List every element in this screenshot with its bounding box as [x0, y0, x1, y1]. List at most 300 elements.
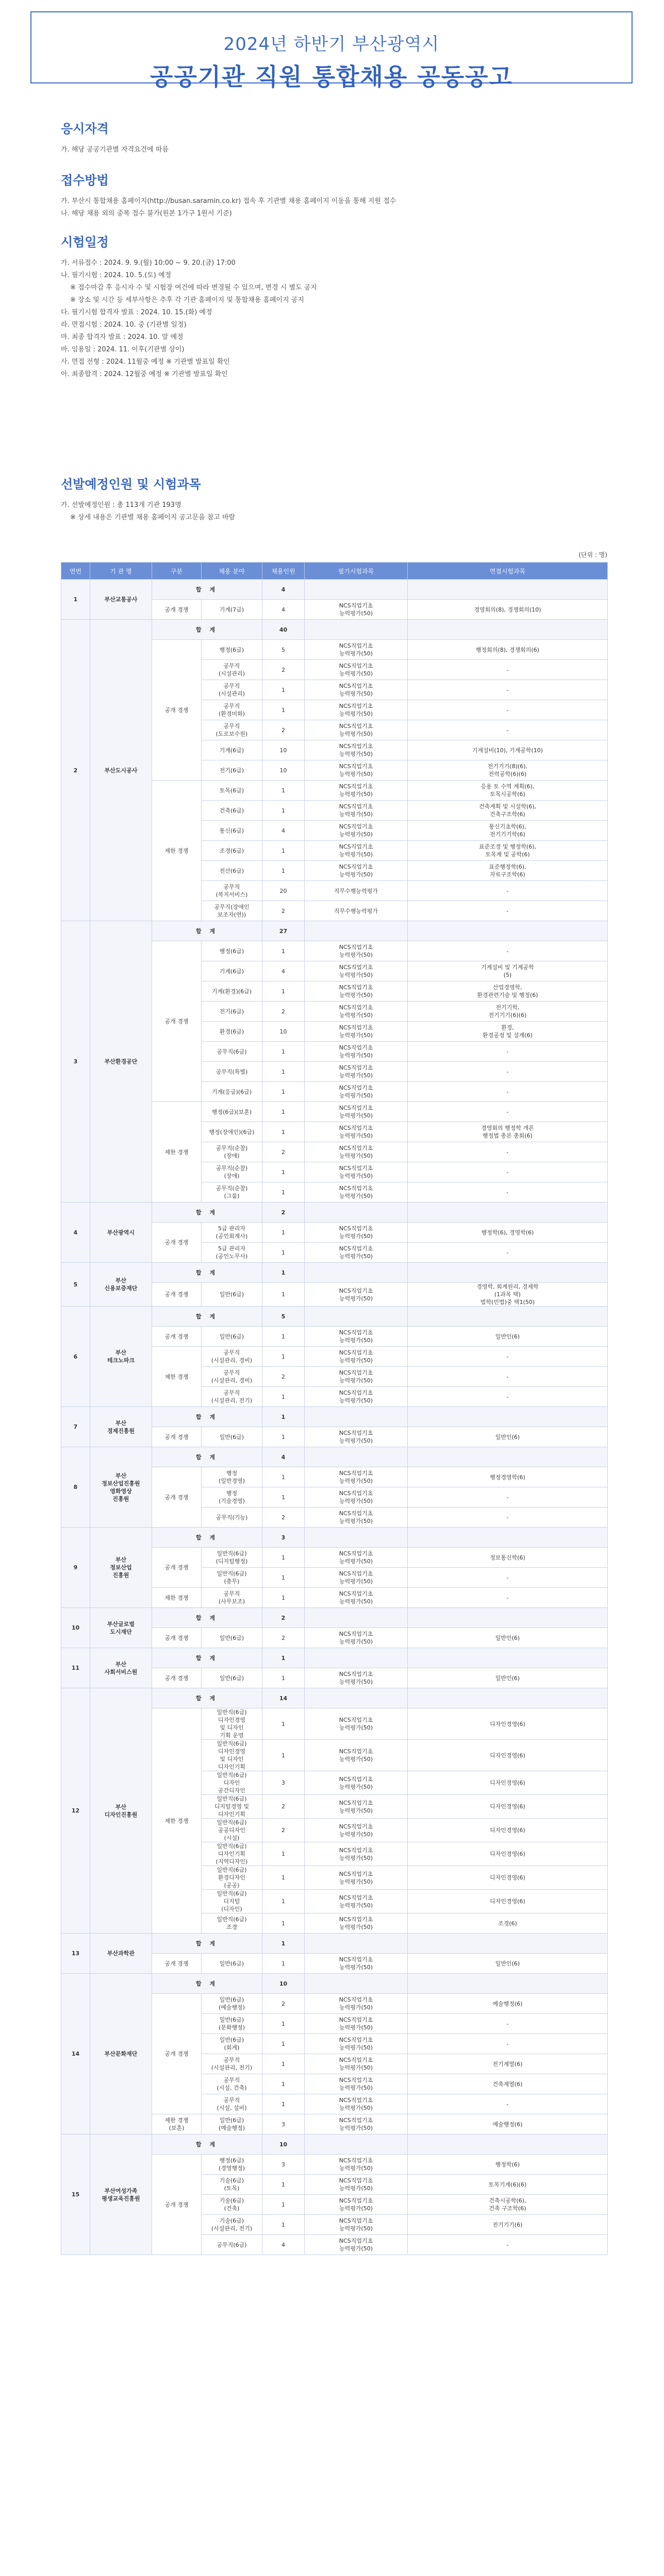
- recruit-field: 공무직(장애인 보조자(연)): [202, 901, 262, 921]
- section-item: 가. 선발예정인원 : 총 113개 기관 193명: [61, 501, 181, 509]
- org-number: 2: [61, 620, 90, 921]
- written-subjects: NCS직업기초 능력평가(50): [305, 1740, 408, 1771]
- written-subjects: NCS직업기초 능력평가(50): [305, 961, 408, 981]
- written-subjects: NCS직업기초 능력평가(50): [305, 1042, 408, 1062]
- recruit-field: 공무직 (시설관리, 경비): [202, 1367, 262, 1387]
- table-sum-row: [61, 1307, 608, 1327]
- sum-count: 27: [262, 921, 305, 941]
- recruit-field: 공무직 (시설관리): [202, 680, 262, 700]
- written-subjects: NCS직업기초 능력평가(50): [305, 2034, 408, 2054]
- recruit-count: 1: [262, 1062, 305, 1082]
- written-subjects: NCS직업기초 능력평가(50): [305, 1866, 408, 1890]
- banner-subtitle: 2024년 하반기 부산광역시: [223, 34, 440, 55]
- recruit-field: 일반직(6급) 디지털 (디자인): [202, 1890, 262, 1913]
- written-subjects: NCS직업기초 능력평가(50): [305, 801, 408, 821]
- written-subjects: NCS직업기초 능력평가(50): [305, 2235, 408, 2255]
- recruit-count: 1: [262, 1182, 305, 1202]
- written-subjects: NCS직업기초 능력평가(50): [305, 1568, 408, 1588]
- recruit-field: 일반직(6급) 디지털경영 및 디자인기획: [202, 1795, 262, 1819]
- recruit-count: 1: [262, 841, 305, 861]
- interview-subjects: -: [408, 1142, 608, 1162]
- sum-count: 14: [262, 1688, 305, 1708]
- sum-empty: [408, 921, 608, 941]
- sum-label: 합 계: [152, 1528, 262, 1548]
- recruit-field: 기술(6급) (시설관리, 전기): [202, 2215, 262, 2235]
- written-subjects: NCS직업기초 능력평가(50): [305, 861, 408, 881]
- recruit-count: 1: [262, 2195, 305, 2215]
- interview-subjects: 표준조경 및 행정학(6), 토목계 및 공학(6): [408, 841, 608, 861]
- interview-subjects: -: [408, 700, 608, 720]
- recruit-field: 공무직 (시설관리, 전기): [202, 2054, 262, 2074]
- recruit-field: 일반(6급) (회계): [202, 2034, 262, 2054]
- sum-label: 합 계: [152, 1307, 262, 1327]
- recruit-count: 20: [262, 881, 305, 901]
- written-subjects: NCS직업기초 능력평가(50): [305, 1668, 408, 1688]
- org-name: 부산과학관: [90, 1934, 152, 1974]
- interview-subjects: 디자인경영(6): [408, 1866, 608, 1890]
- recruitment-table-wrap: [61, 550, 607, 2255]
- recruit-field: 공무직 (사무보조): [202, 1588, 262, 1608]
- recruit-field: 건축(6급): [202, 801, 262, 821]
- written-subjects: NCS직업기초 능력평가(50): [305, 1842, 408, 1866]
- table-header-row: [61, 563, 608, 580]
- recruit-count: 1: [262, 1122, 305, 1142]
- table-sum-row: [61, 1648, 608, 1668]
- recruit-field: 일반직(6급) (디지털행정): [202, 1548, 262, 1568]
- table-unit: (단위 : 명): [578, 551, 607, 558]
- recruit-count: 1: [262, 1327, 305, 1347]
- written-subjects: 직무수행능력평가: [305, 881, 408, 901]
- interview-subjects: -: [408, 1507, 608, 1528]
- sum-label: 합 계: [152, 1608, 262, 1628]
- written-subjects: NCS직업기초 능력평가(50): [305, 1487, 408, 1507]
- written-subjects: 직무수행능력평가: [305, 901, 408, 921]
- interview-subjects: 경영회의(8), 경쟁회의(10): [408, 600, 608, 620]
- section-title: 응시자격: [61, 122, 109, 136]
- recruit-field: 일반(6급) (문화행정): [202, 2014, 262, 2034]
- recruit-field: 공무직 (환경미화): [202, 700, 262, 720]
- sum-label: 합 계: [152, 921, 262, 941]
- written-subjects: NCS직업기초 능력평가(50): [305, 1387, 408, 1407]
- recruit-type: 공개 경쟁: [152, 1548, 202, 1588]
- sum-empty: [408, 620, 608, 640]
- recruit-field: 기계(7급): [202, 600, 262, 620]
- section-item: 가. 해당 공공기관별 자격요건에 따름: [61, 146, 169, 154]
- written-subjects: NCS직업기초 능력평가(50): [305, 1062, 408, 1082]
- written-subjects: NCS직업기초 능력평가(50): [305, 2195, 408, 2215]
- written-subjects: NCS직업기초 능력평가(50): [305, 2155, 408, 2175]
- sum-empty: [305, 1263, 408, 1283]
- recruit-field: 공무직(순찰) (그룹): [202, 1182, 262, 1202]
- table-sum-row: [61, 921, 608, 941]
- recruit-field: 전기(6급): [202, 760, 262, 781]
- org-number: 8: [61, 1447, 90, 1528]
- section-title: 선발예정인원 및 시험과목: [61, 477, 201, 492]
- recruit-field: 일반(6급): [202, 1668, 262, 1688]
- sum-empty: [305, 1648, 408, 1668]
- section-item: 가. 부산시 통합채용 홈페이지(http://busan.saramin.co.kr) 접속 후 기관별 채용 홈페이지 이동을 통해 지원 접수: [61, 197, 396, 205]
- recruit-count: 1: [262, 1568, 305, 1588]
- recruit-field: 토목(6급): [202, 781, 262, 801]
- interview-subjects: 일반인(6): [408, 1628, 608, 1648]
- recruit-count: 3: [262, 1771, 305, 1795]
- recruit-count: 1: [262, 1548, 305, 1568]
- written-subjects: NCS직업기초 능력평가(50): [305, 1890, 408, 1913]
- recruit-field: 일반직(6급) 환경디자인 (공공): [202, 1866, 262, 1890]
- recruit-type: 공개 경쟁: [152, 1994, 202, 2114]
- sum-empty: [305, 1528, 408, 1548]
- sum-empty: [408, 1608, 608, 1628]
- recruit-type: 제한 경쟁: [152, 1347, 202, 1407]
- recruit-field: 공무직(순찰) (장애): [202, 1142, 262, 1162]
- recruit-count: 1: [262, 2054, 305, 2074]
- written-subjects: NCS직업기초 능력평가(50): [305, 821, 408, 841]
- written-subjects: NCS직업기초 능력평가(50): [305, 1913, 408, 1934]
- interview-subjects: -: [408, 680, 608, 700]
- recruit-field: 일반(6급): [202, 1427, 262, 1447]
- recruit-count: 4: [262, 961, 305, 981]
- interview-subjects: -: [408, 1487, 608, 1507]
- sum-count: 1: [262, 1934, 305, 1954]
- recruit-field: 일반직(6급) 디자인기획 (지역디자인): [202, 1842, 262, 1866]
- written-subjects: NCS직업기초 능력평가(50): [305, 600, 408, 620]
- sum-empty: [305, 1974, 408, 1994]
- table-sum-row: [61, 1447, 608, 1467]
- org-number: 9: [61, 1528, 90, 1608]
- sum-empty: [408, 1688, 608, 1708]
- written-subjects: NCS직업기초 능력평가(50): [305, 1954, 408, 1974]
- interview-subjects: -: [408, 1082, 608, 1102]
- recruit-field: 공무직 (시설관리, 경비): [202, 1347, 262, 1367]
- interview-subjects: 디자인경영(6): [408, 1890, 608, 1913]
- section-item: ※ 접수마감 후 응시자 수 및 시험장 여건에 따라 변경될 수 있으며, 변경 시 별도 공지: [70, 284, 317, 292]
- recruit-count: 2: [262, 1628, 305, 1648]
- recruit-type: 제한 경쟁: [152, 1708, 202, 1934]
- written-subjects: NCS직업기초 능력평가(50): [305, 2094, 408, 2114]
- recruit-field: 행정 (일반경영): [202, 1467, 262, 1487]
- section-item: 사. 면접 전형 : 2024. 11월중 예정 ※ 기관별 발표일 확인: [61, 358, 230, 366]
- recruit-count: 1: [262, 941, 305, 961]
- recruit-field: 공무직 (도로보수원): [202, 720, 262, 740]
- written-subjects: NCS직업기초 능력평가(50): [305, 760, 408, 781]
- recruit-type: 공개 경쟁: [152, 1283, 202, 1307]
- section-item: 라. 면접시험 : 2024. 10. 중 (기관별 일정): [61, 321, 187, 329]
- recruit-field: 일반직(6급) 디자인경영 및 디자인 디자인기획: [202, 1740, 262, 1771]
- recruit-count: 1: [262, 1283, 305, 1307]
- recruit-count: 5: [262, 640, 305, 660]
- header-type: 구분: [152, 563, 202, 580]
- recruit-count: 1: [262, 1467, 305, 1487]
- section-item: ※ 상세 내용은 기관별 채용 홈페이지 공고문을 참고 바람: [70, 514, 236, 521]
- header-no: 연번: [61, 563, 90, 580]
- table-sum-row: [61, 1528, 608, 1548]
- org-number: 7: [61, 1407, 90, 1447]
- recruit-count: 3: [262, 2114, 305, 2134]
- written-subjects: NCS직업기초 능력평가(50): [305, 1182, 408, 1202]
- interview-subjects: -: [408, 1568, 608, 1588]
- interview-subjects: 기계설비(10), 기계공학(10): [408, 740, 608, 760]
- org-name: 부산 경제진흥원: [90, 1407, 152, 1447]
- written-subjects: NCS직업기초 능력평가(50): [305, 1102, 408, 1122]
- interview-subjects: 일반인(6): [408, 1327, 608, 1347]
- interview-subjects: 통신기초학(6), 전기기기학(6): [408, 821, 608, 841]
- interview-subjects: -: [408, 660, 608, 680]
- sum-empty: [408, 1447, 608, 1467]
- recruit-field: 일반직(6급) 조경: [202, 1913, 262, 1934]
- written-subjects: NCS직업기초 능력평가(50): [305, 1162, 408, 1182]
- org-number: 5: [61, 1263, 90, 1307]
- header-count: 채용인원: [262, 563, 305, 580]
- interview-subjects: -: [408, 1042, 608, 1062]
- recruit-count: 4: [262, 821, 305, 841]
- sum-count: 10: [262, 2134, 305, 2155]
- recruit-count: 2: [262, 1142, 305, 1162]
- recruit-field: 기술(6급) (토목): [202, 2175, 262, 2195]
- org-number: 12: [61, 1688, 90, 1934]
- recruit-type: 공개 경쟁: [152, 1327, 202, 1347]
- sum-empty: [408, 1263, 608, 1283]
- org-name: 부산교통공사: [90, 580, 152, 620]
- written-subjects: NCS직업기초 능력평가(50): [305, 1588, 408, 1608]
- sum-empty: [408, 1934, 608, 1954]
- recruit-count: 1: [262, 2074, 305, 2094]
- recruit-field: 기계(6급): [202, 961, 262, 981]
- table-sum-row: [61, 620, 608, 640]
- recruit-type: 공개 경쟁: [152, 1668, 202, 1688]
- written-subjects: NCS직업기초 능력평가(50): [305, 1022, 408, 1042]
- recruit-field: 일반(6급): [202, 1954, 262, 1974]
- interview-subjects: -: [408, 1182, 608, 1202]
- sum-empty: [408, 580, 608, 600]
- recruit-count: 10: [262, 740, 305, 760]
- table-sum-row: [61, 1688, 608, 1708]
- header-field: 채용 분야: [202, 563, 262, 580]
- recruit-field: 공무직 (시설관리, 전기): [202, 1387, 262, 1407]
- interview-subjects: -: [408, 2235, 608, 2255]
- interview-subjects: -: [408, 1367, 608, 1387]
- interview-subjects: 건축계열(6): [408, 2074, 608, 2094]
- recruit-field: 일반직(6급) 공공디자인 (시설): [202, 1819, 262, 1842]
- table-sum-row: [61, 1263, 608, 1283]
- recruit-count: 1: [262, 1162, 305, 1182]
- table-sum-row: [61, 1974, 608, 1994]
- written-subjects: NCS직업기초 능력평가(50): [305, 1142, 408, 1162]
- recruit-field: 일반직(6급) 디자인 공간디자인: [202, 1771, 262, 1795]
- interview-subjects: 디자인경영(6): [408, 1819, 608, 1842]
- interview-subjects: -: [408, 901, 608, 921]
- written-subjects: NCS직업기초 능력평가(50): [305, 2215, 408, 2235]
- recruit-count: 2: [262, 720, 305, 740]
- interview-subjects: -: [408, 941, 608, 961]
- org-name: 부산여성가족 평생교육진흥원: [90, 2134, 152, 2255]
- recruit-type: 공개 경쟁: [152, 1223, 202, 1263]
- sum-count: 3: [262, 1528, 305, 1548]
- sum-empty: [408, 1307, 608, 1327]
- sum-empty: [408, 1648, 608, 1668]
- interview-subjects: 일반인(6): [408, 1954, 608, 1974]
- sum-label: 합 계: [152, 1648, 262, 1668]
- recruit-field: 기계(6급): [202, 740, 262, 760]
- recruit-count: 1: [262, 2034, 305, 2054]
- recruit-count: 1: [262, 781, 305, 801]
- table-sum-row: [61, 2134, 608, 2155]
- written-subjects: NCS직업기초 능력평가(50): [305, 1327, 408, 1347]
- section-item: 나. 필기시험 : 2024. 10. 5.(토) 예정: [61, 272, 172, 279]
- recruit-count: 1: [262, 680, 305, 700]
- recruit-field: 공무직(6급): [202, 2235, 262, 2255]
- recruitment-table: [61, 562, 608, 2255]
- written-subjects: NCS직업기초 능력평가(50): [305, 1002, 408, 1022]
- recruit-count: 10: [262, 1022, 305, 1042]
- recruit-type: 제한 경쟁: [152, 1588, 202, 1608]
- recruit-field: 행정(6급): [202, 640, 262, 660]
- sum-label: 합 계: [152, 1447, 262, 1467]
- sum-empty: [408, 1528, 608, 1548]
- interview-subjects: 건축시공학(6), 건축 구조학(6): [408, 2195, 608, 2215]
- sum-empty: [305, 1608, 408, 1628]
- recruit-count: 1: [262, 1913, 305, 1934]
- sum-empty: [408, 1974, 608, 1994]
- written-subjects: NCS직업기초 능력평가(50): [305, 1367, 408, 1387]
- interview-subjects: 행정경영학(6): [408, 1467, 608, 1487]
- org-name: 부산광역시: [90, 1202, 152, 1263]
- recruit-type: 공개 경쟁: [152, 1954, 202, 1974]
- sum-count: 1: [262, 1648, 305, 1668]
- section-item: ※ 장소 및 시간 등 세부사항은 추후 각 기관 홈페이지 및 통합채용 홈페이지 공지: [70, 296, 304, 304]
- interview-subjects: 예술행정(6): [408, 1994, 608, 2014]
- interview-subjects: 디자인경영(6): [408, 1795, 608, 1819]
- written-subjects: NCS직업기초 능력평가(50): [305, 2074, 408, 2094]
- section-item: 마. 최종 합격자 발표 : 2024. 10. 말 예정: [61, 333, 184, 341]
- org-number: 10: [61, 1608, 90, 1648]
- interview-subjects: 전기계열(6): [408, 2054, 608, 2074]
- interview-subjects: -: [408, 1102, 608, 1122]
- written-subjects: NCS직업기초 능력평가(50): [305, 981, 408, 1002]
- announcement-banner: [30, 11, 633, 91]
- written-subjects: NCS직업기초 능력평가(50): [305, 1082, 408, 1102]
- recruit-field: 공무직(6급): [202, 1042, 262, 1062]
- interview-subjects: 정보통신학(6): [408, 1548, 608, 1568]
- recruit-field: 공무직(기능): [202, 1507, 262, 1528]
- recruit-field: 공무직 (시설관리): [202, 660, 262, 680]
- written-subjects: NCS직업기초 능력평가(50): [305, 2175, 408, 2195]
- recruit-field: 공무직(순찰) (장애): [202, 1162, 262, 1182]
- sum-empty: [305, 1202, 408, 1223]
- section-item: 가. 서류접수 : 2024. 9. 9.(월) 10:00 ~ 9. 20.(금) 17:00: [61, 259, 236, 267]
- sum-count: 1: [262, 1263, 305, 1283]
- org-name: 부산 사회서비스원: [90, 1648, 152, 1688]
- written-subjects: NCS직업기초 능력평가(50): [305, 1243, 408, 1263]
- recruit-count: 1: [262, 1347, 305, 1367]
- interview-subjects: 응용 토 수역 계획(6), 토목시공학(6): [408, 781, 608, 801]
- recruit-count: 1: [262, 1102, 305, 1122]
- recruit-count: 1: [262, 1427, 305, 1447]
- interview-subjects: 행정학(6): [408, 2155, 608, 2175]
- written-subjects: NCS직업기초 능력평가(50): [305, 1795, 408, 1819]
- sum-empty: [408, 1407, 608, 1427]
- recruit-count: 1: [262, 1487, 305, 1507]
- recruit-count: 10: [262, 760, 305, 781]
- org-number: 6: [61, 1307, 90, 1407]
- written-subjects: NCS직업기초 능력평가(50): [305, 2014, 408, 2034]
- written-subjects: NCS직업기초 능력평가(50): [305, 680, 408, 700]
- recruit-count: 1: [262, 981, 305, 1002]
- recruit-field: 조경(6급): [202, 841, 262, 861]
- org-name: 부산 정보산업진흥원 영화영상 진흥원: [90, 1447, 152, 1528]
- recruit-type: 제한 경쟁 (보훈): [152, 2114, 202, 2134]
- written-subjects: NCS직업기초 능력평가(50): [305, 660, 408, 680]
- written-subjects: NCS직업기초 능력평가(50): [305, 1819, 408, 1842]
- interview-subjects: 행정학(6), 경영학(6): [408, 1223, 608, 1243]
- sum-empty: [305, 1307, 408, 1327]
- written-subjects: NCS직업기초 능력평가(50): [305, 1548, 408, 1568]
- interview-subjects: 표준행정학(6), 자료구조학(6): [408, 861, 608, 881]
- recruit-field: 일반직(6급) 디자인경영 및 디자인 기획 운영: [202, 1708, 262, 1740]
- recruit-type: 공개 경쟁: [152, 2155, 202, 2255]
- recruit-field: 전기(6급): [202, 1002, 262, 1022]
- recruit-type: 공개 경쟁: [152, 941, 202, 1102]
- written-subjects: NCS직업기초 능력평가(50): [305, 640, 408, 660]
- recruit-field: 통신(6급): [202, 821, 262, 841]
- interview-subjects: 전기기학, 전기기기(6)(6): [408, 1002, 608, 1022]
- recruit-type: 공개 경쟁: [152, 640, 202, 781]
- recruit-field: 공무직(특별): [202, 1062, 262, 1082]
- table-sum-row: [61, 1934, 608, 1954]
- recruit-count: 1: [262, 2215, 305, 2235]
- org-number: 1: [61, 580, 90, 620]
- recruit-type: 공개 경쟁: [152, 1427, 202, 1447]
- interview-subjects: 디자인경영(6): [408, 1708, 608, 1740]
- recruit-count: 2: [262, 1994, 305, 2014]
- written-subjects: NCS직업기초 능력평가(50): [305, 1283, 408, 1307]
- recruit-count: 1: [262, 1387, 305, 1407]
- sum-empty: [305, 1688, 408, 1708]
- recruit-field: 공무직 (복지서비스): [202, 881, 262, 901]
- interview-subjects: -: [408, 2094, 608, 2114]
- recruit-field: 공무직 (시설, 설비): [202, 2094, 262, 2114]
- interview-subjects: 디자인경영(6): [408, 1842, 608, 1866]
- interview-subjects: 경영학, 회계원리, 경제학 (1과목 택) 법학(민법)중 택1(50): [408, 1283, 608, 1307]
- recruit-count: 2: [262, 1819, 305, 1842]
- recruit-field: 행정(장애인)(6급): [202, 1122, 262, 1142]
- recruit-count: 1: [262, 801, 305, 821]
- org-name: 부산환경공단: [90, 921, 152, 1202]
- org-number: 13: [61, 1934, 90, 1974]
- sum-label: 합 계: [152, 2134, 262, 2155]
- sum-empty: [305, 2134, 408, 2155]
- recruit-field: 일반(6급): [202, 1283, 262, 1307]
- written-subjects: NCS직업기초 능력평가(50): [305, 941, 408, 961]
- section-item: 다. 필기시험 합격자 발표 : 2024. 10. 15.(화) 예정: [61, 309, 212, 316]
- sum-count: 10: [262, 1974, 305, 1994]
- table-sum-row: [61, 1202, 608, 1223]
- recruit-field: 기술(6급) (건축): [202, 2195, 262, 2215]
- interview-subjects: -: [408, 1062, 608, 1082]
- org-name: 부산 테크노파크: [90, 1307, 152, 1407]
- sum-empty: [408, 2134, 608, 2155]
- interview-subjects: 전기기기(6): [408, 2215, 608, 2235]
- section-recruitment: [61, 474, 607, 525]
- recruit-field: 5급 관리자 (공인회계사): [202, 1223, 262, 1243]
- interview-subjects: 일반인(6): [408, 1668, 608, 1688]
- interview-subjects: 경영회의 행정학 개론 행정법 총론 총회(6): [408, 1122, 608, 1142]
- table-sum-row: [61, 580, 608, 600]
- written-subjects: NCS직업기초 능력평가(50): [305, 1467, 408, 1487]
- org-name: 부산 정보산업 진흥원: [90, 1528, 152, 1608]
- section-title: 시험일정: [61, 235, 109, 249]
- sum-empty: [305, 1407, 408, 1427]
- org-number: 14: [61, 1974, 90, 2134]
